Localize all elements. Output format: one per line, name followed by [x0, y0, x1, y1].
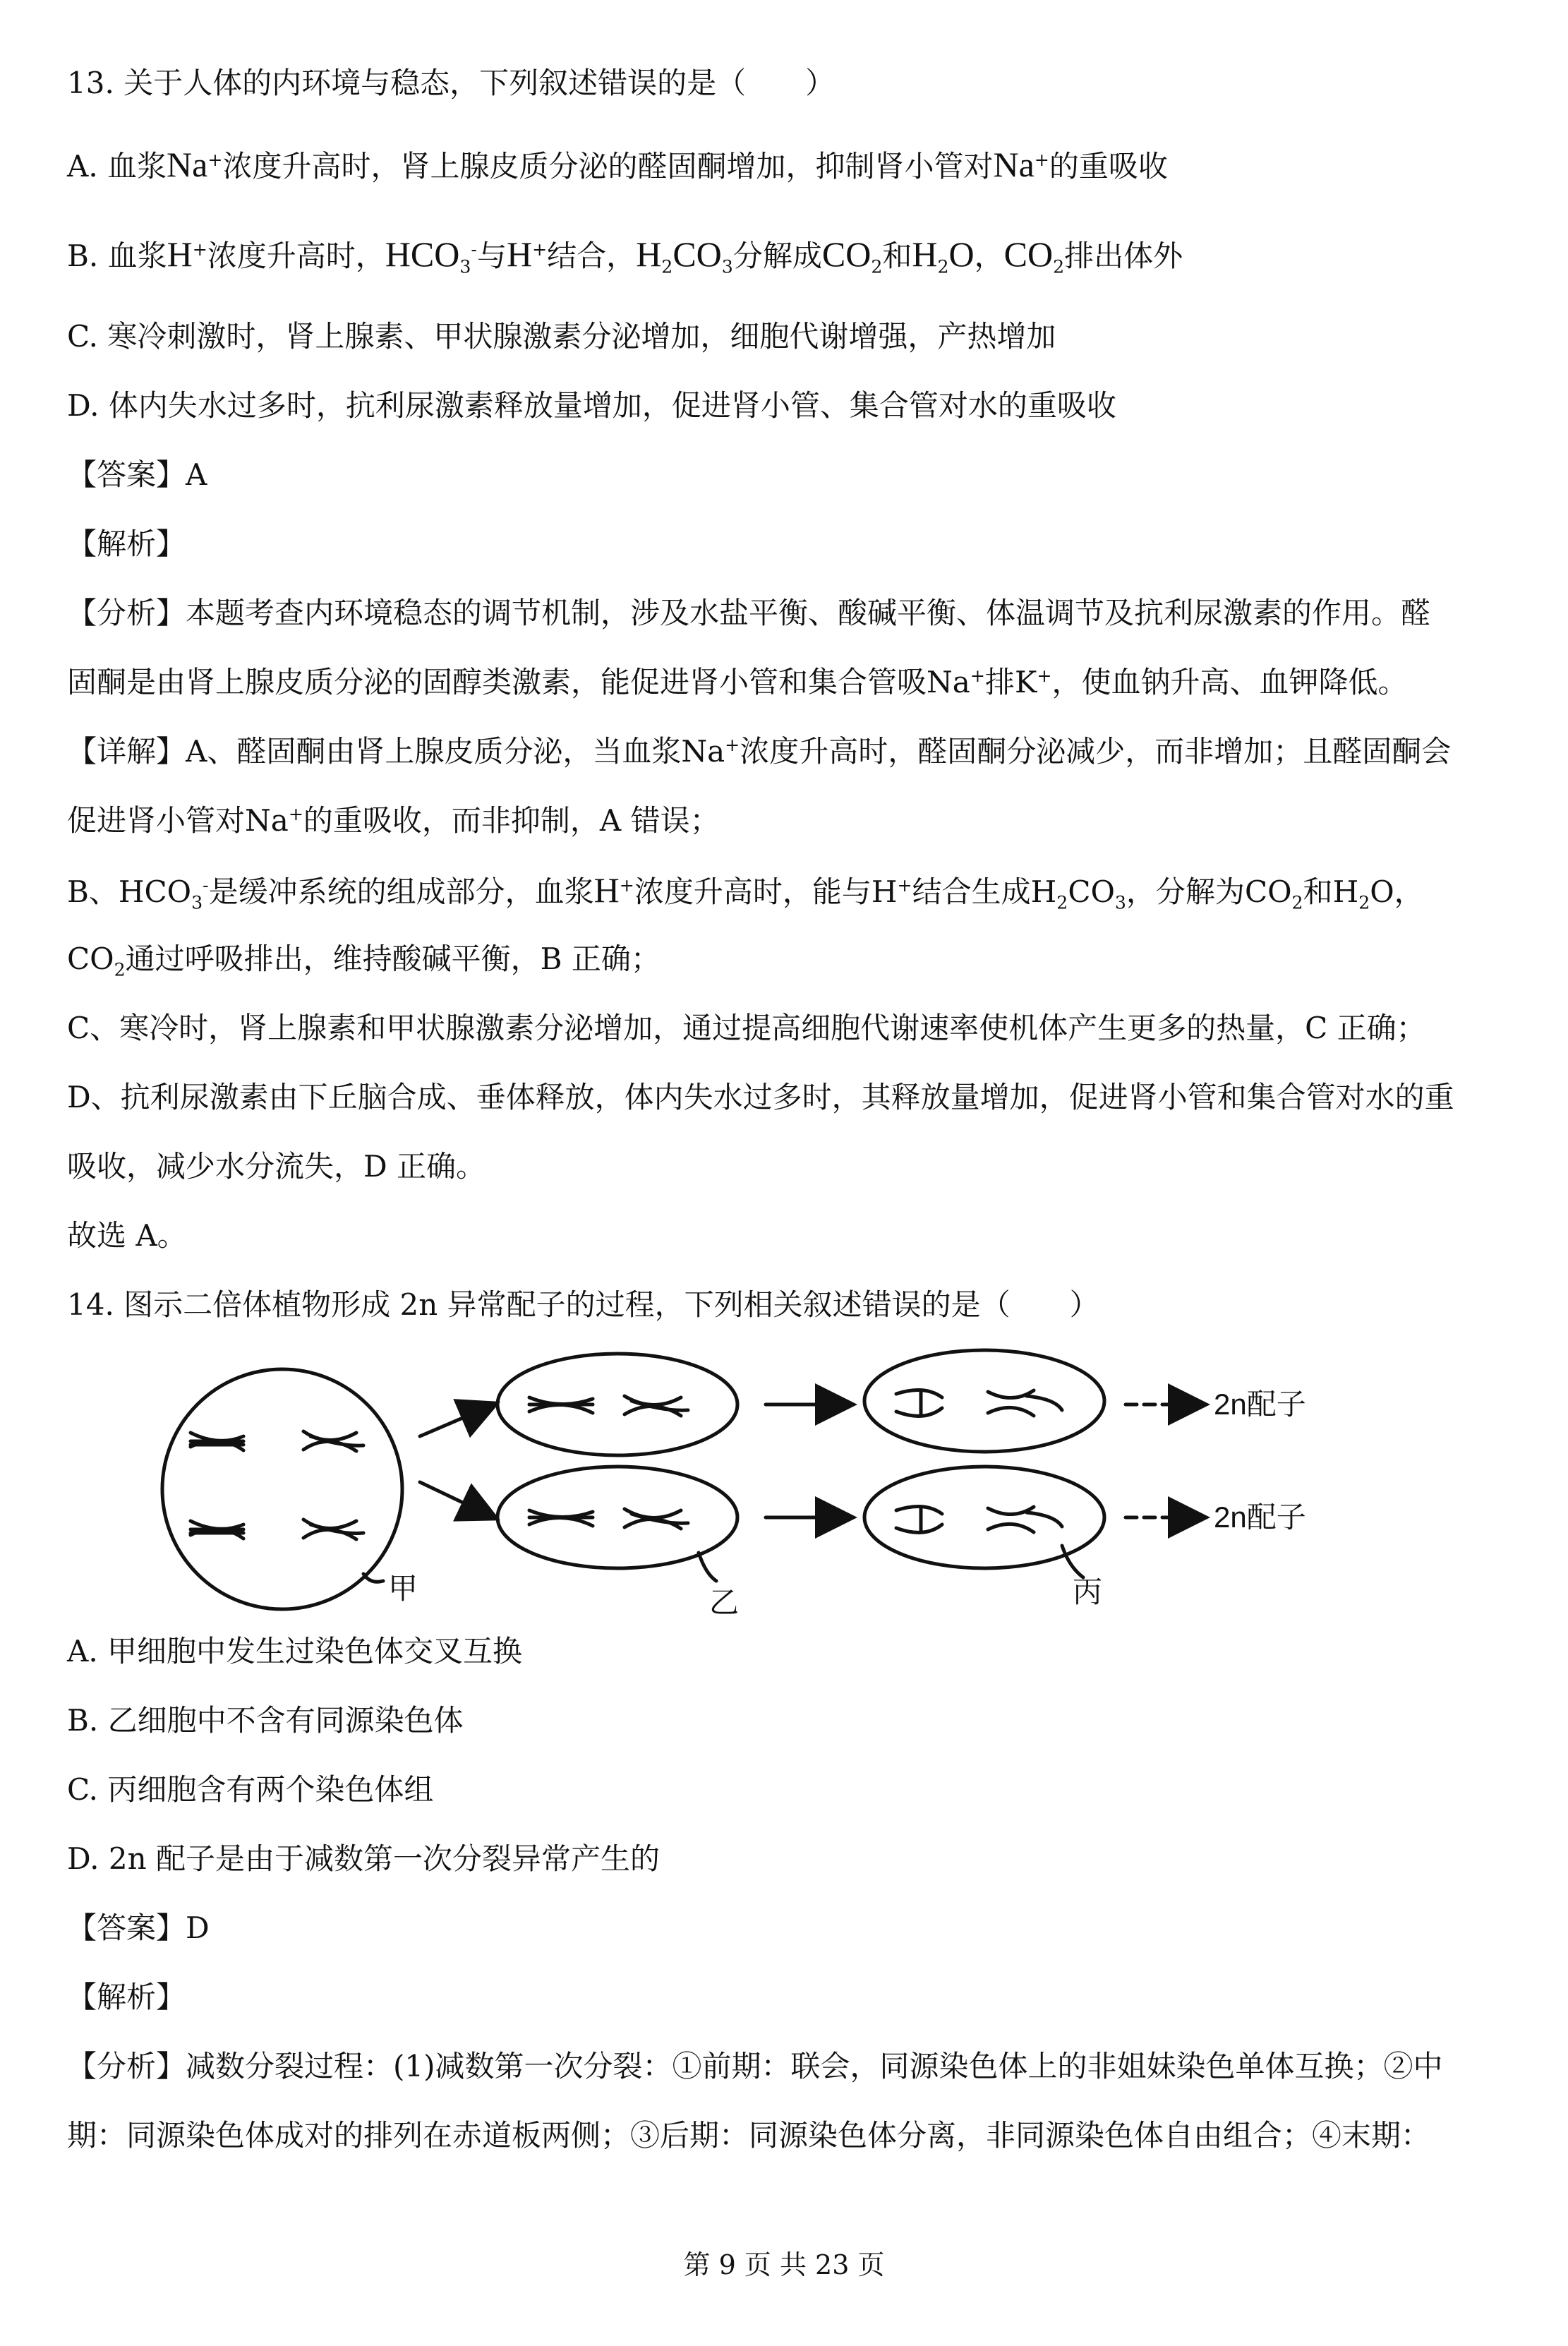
leader-yi [699, 1553, 716, 1581]
upper-middle-chromosomes [529, 1396, 688, 1416]
bing-chromosomes [896, 1507, 1062, 1533]
q13-option-b: B. 血浆H+浓度升高时，$HCO_3^-$与H+结合，$H_2CO_3$分解成$CO_2$和$H_2O$，$CO_2$排出体外 [67, 234, 1183, 277]
q13-stem: 13. 关于人体的内环境与稳态，下列叙述错误的是（ ） [67, 66, 836, 100]
q14-fenxi-line1: 【分析】减数分裂过程：(1)减数第一次分裂：①前期：联会，同源染色体上的非姐妹染色单体互换；②中 [67, 2049, 1443, 2083]
q14-option-b: B. 乙细胞中不含有同源染色体 [67, 1703, 464, 1738]
q13-option-d: D. 体内失水过多时，抗利尿激素释放量增加，促进肾小管、集合管对水的重吸收 [67, 388, 1116, 423]
arrow-jia-to-yi [420, 1482, 494, 1517]
label-2n-gamete-lower: 2n配子 [1214, 1500, 1306, 1534]
label-jia: 甲 [388, 1572, 418, 1605]
q13-fenxi-line2: 固酮是由肾上腺皮质分泌的固醇类激素，能促进肾小管和集合管吸Na+排K+，使血钠升高、血钾降低。 [67, 665, 1408, 699]
q13-jiexi: 【解析】 [67, 527, 186, 561]
q13-d-explanation-line2: 吸收，减少水分流失，D 正确。 [67, 1149, 486, 1184]
leader-jia [363, 1574, 383, 1582]
yi-chromosomes [529, 1509, 688, 1529]
page-footer: 第 9 页 共 23 页 [683, 2249, 885, 2280]
q13-option-c: C. 寒冷刺激时，肾上腺素、甲状腺激素分泌增加，细胞代谢增强，产热增加 [67, 319, 1056, 354]
q13-xiangjie-line1: 【详解】A、醛固酮由肾上腺皮质分泌，当血浆Na+浓度升高时，醛固酮分泌减少，而非增加；且醛固酮会 [67, 734, 1452, 769]
q13-d-explanation-line1: D、抗利尿激素由下丘脑合成、垂体释放，体内失水过多时，其释放量增加，促进肾小管和集合管对水的重 [67, 1080, 1454, 1114]
q13-c-explanation: C、寒冷时，肾上腺素和甲状腺激素分泌增加，通过提高细胞代谢速率使机体产生更多的热量，C 正确； [67, 1011, 1426, 1045]
q14-stem: 14. 图示二倍体植物形成 2n 异常配子的过程，下列相关叙述错误的是（ ） [67, 1287, 1099, 1322]
q13-answer: 【答案】A [67, 457, 207, 492]
q14-option-c: C. 丙细胞含有两个染色体组 [67, 1772, 434, 1807]
jia-chromosomes [191, 1431, 363, 1539]
label-bing: 丙 [1073, 1575, 1103, 1608]
cell-jia [162, 1369, 402, 1609]
cell-bing [864, 1467, 1104, 1568]
q14-fenxi-line2: 期：同源染色体成对的排列在赤道板两侧；③后期：同源染色体分离，非同源染色体自由组合；④末期： [67, 2118, 1431, 2153]
label-yi: 乙 [709, 1586, 740, 1619]
q13-conclusion: 故选 A。 [67, 1218, 187, 1253]
q13-option-a: A. 血浆Na+浓度升高时，肾上腺皮质分泌的醛固酮增加，抑制肾小管对Na+的重吸收 [67, 145, 1168, 184]
q13-xiangjie-line2: 促进肾小管对Na+的重吸收，而非抑制，A 错误； [67, 803, 720, 838]
label-2n-gamete-upper: 2n配子 [1214, 1388, 1306, 1421]
meiosis-diagram [67, 1341, 1408, 1619]
upper-right-chromosomes [896, 1390, 1062, 1416]
q14-option-d: D. 2n 配子是由于减数第一次分裂异常产生的 [67, 1841, 661, 1876]
q14-jiexi: 【解析】 [67, 1980, 186, 2014]
q13-fenxi-line1: 【分析】本题考查内环境稳态的调节机制，涉及水盐平衡、酸碱平衡、体温调节及抗利尿激素的作用。醛 [67, 596, 1431, 630]
q14-answer: 【答案】D [67, 1911, 210, 1945]
cell-upper-right [864, 1350, 1104, 1452]
q13-b-explanation-line2: $CO_2$通过呼吸排出，维持酸碱平衡，B 正确； [67, 942, 661, 980]
arrow-jia-to-upper [420, 1404, 494, 1436]
q14-option-a: A. 甲细胞中发生过染色体交叉互换 [67, 1634, 523, 1668]
q13-b-explanation-line1: B、$HCO_3^-$是缓冲系统的组成部分，血浆H+浓度升高时，能与H+结合生成$H_2CO_3$，分解为$CO_2$和$H_2O$， [67, 870, 1424, 913]
